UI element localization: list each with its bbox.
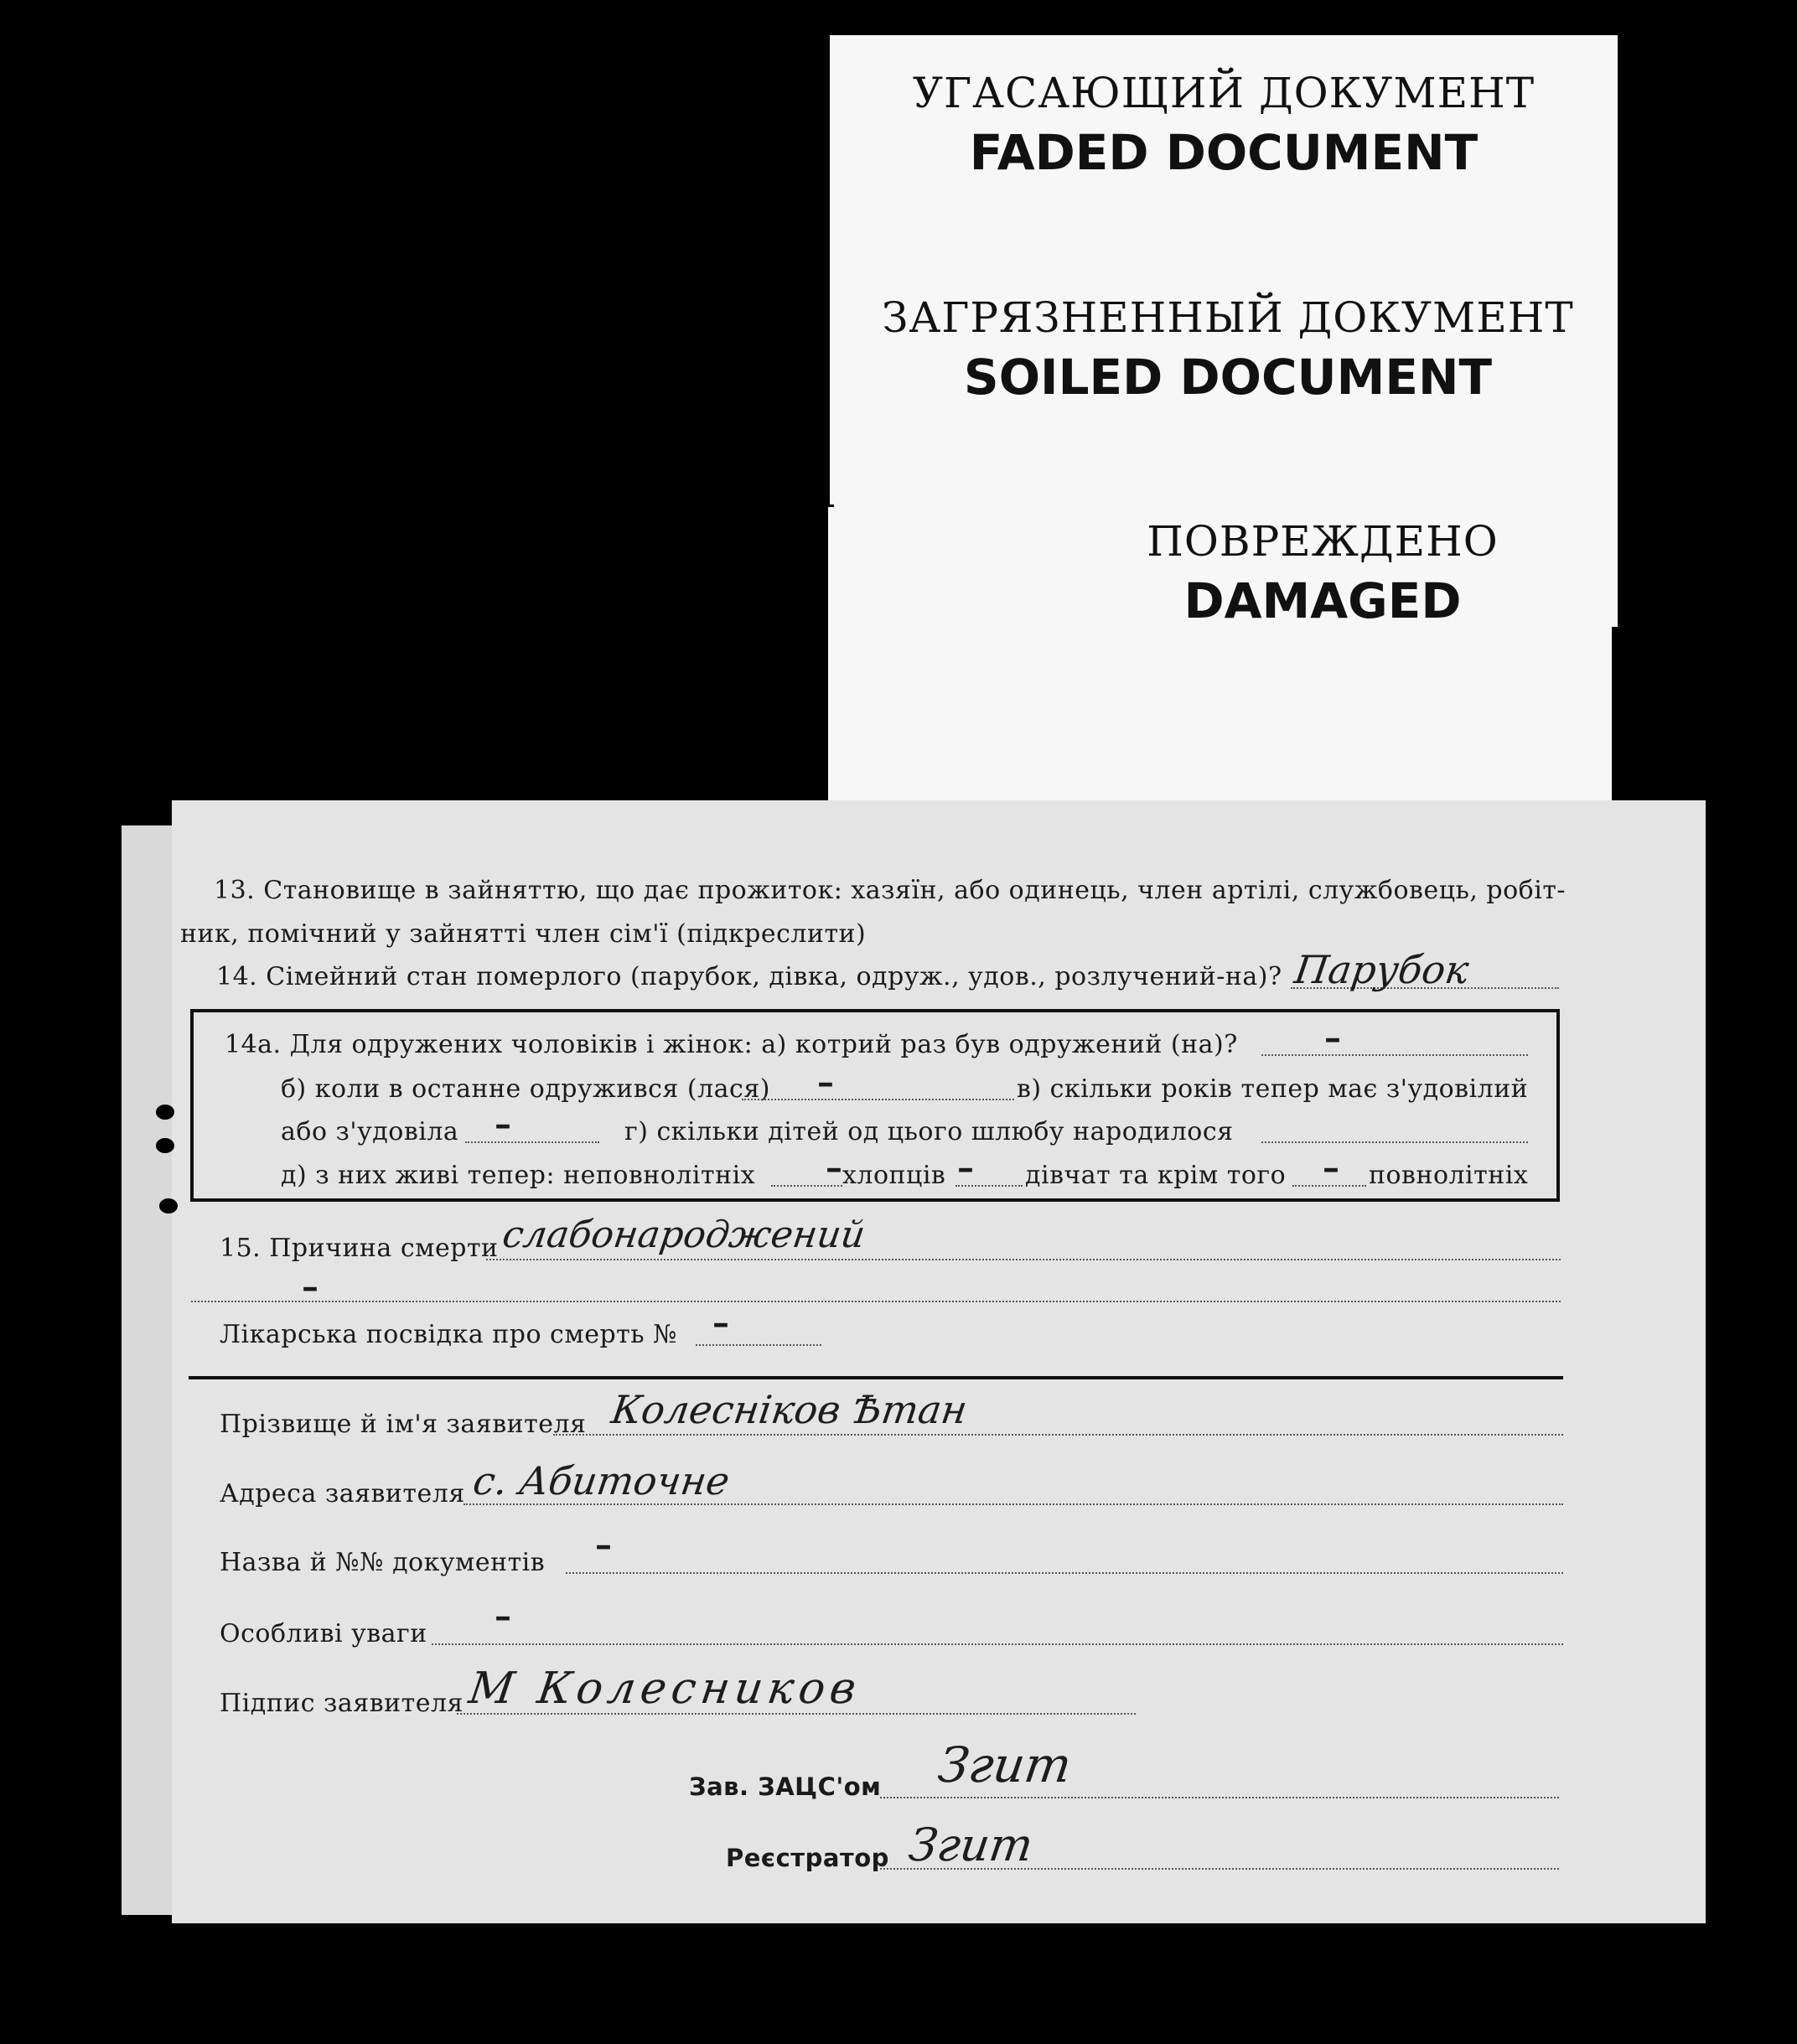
damaged-slip <box>828 507 1612 817</box>
applicant-address-value: с. Абиточне <box>470 1458 733 1503</box>
item-14a-fill-2 <box>742 1099 1014 1100</box>
remarks-fill-line <box>432 1643 1563 1645</box>
certificate-fill-line <box>696 1344 821 1346</box>
item-13-line-1: 13. Становище в зайняттю, що дає прожиток: хазяїн, або одинець, член артілі, службовець, робіт- <box>214 876 1567 905</box>
slip-ru-text: ПОВРЕЖДЕНО <box>1147 517 1499 566</box>
item-15-dash: – <box>302 1267 318 1307</box>
item-15-label: 15. Причина смерти <box>220 1234 499 1263</box>
documents-label: Назва й №№ документів <box>220 1548 546 1577</box>
documents-value: – <box>595 1525 612 1565</box>
certificate-label: Лікарська посвідка про смерть № <box>220 1320 678 1349</box>
item-15-fill-line-2 <box>191 1301 1561 1302</box>
signature-label: Підпис заявителя <box>220 1689 463 1718</box>
cause-of-death-value: слабонароджений <box>500 1213 868 1256</box>
slip-ru-text: УГАСАЮЩИЙ ДОКУМЕНТ <box>912 69 1535 117</box>
head-signature: Згит <box>935 1736 1075 1793</box>
item-13-line-2: ник, помічний у зайнятті член сім'ї (підкреслити) <box>180 919 867 949</box>
item-14a-dash-6: – <box>1323 1148 1339 1188</box>
item-14a-dash-5: – <box>957 1148 974 1188</box>
applicant-signature: М Колесников <box>465 1664 864 1714</box>
marital-status-value: Парубок <box>1292 947 1472 992</box>
section-divider <box>189 1376 1563 1379</box>
item-14a-line-4c: дівчат та крім того <box>1025 1161 1287 1190</box>
item-14a-line-4d: повнолітніх <box>1369 1161 1529 1190</box>
item-14a-line-3a: або з'удовіла <box>281 1117 459 1146</box>
head-fill-line <box>880 1797 1559 1798</box>
item-14a-dash-1: – <box>1324 1018 1341 1058</box>
item-14a-line-2a: б) коли в останне одружився (лася) <box>281 1074 770 1104</box>
item-14a-line-1: 14а. Для одружених чоловіків і жінок: а) котрий раз був одружений (на)? <box>225 1030 1238 1059</box>
remarks-value: – <box>495 1596 511 1636</box>
slip-ru-text: ЗАГРЯЗНЕННЫЙ ДОКУМЕНТ <box>882 293 1574 342</box>
item-14a-fill-3 <box>465 1141 599 1143</box>
item-14a-line-2b: в) скільки років тепер має з'удовілий <box>1017 1074 1529 1104</box>
applicant-name-fill-line <box>553 1434 1563 1436</box>
applicant-name-value: Колесніков Ѣтан <box>608 1387 971 1432</box>
punch-hole <box>159 1198 178 1213</box>
registrar-signature: Згит <box>905 1819 1037 1871</box>
slip-en-text: FADED DOCUMENT <box>969 124 1479 181</box>
applicant-address-label: Адреса заявителя <box>220 1479 465 1508</box>
applicant-address-fill-line <box>463 1503 1563 1505</box>
registrar-label: Реєстратор <box>726 1844 889 1872</box>
punch-hole <box>156 1105 174 1120</box>
remarks-label: Особливі уваги <box>220 1619 427 1648</box>
item-14a-fill-4 <box>1261 1141 1528 1143</box>
item-14a-line-4a: д) з них живі тепер: неповнолітніх <box>281 1161 756 1190</box>
punch-hole <box>1710 1074 1728 1089</box>
item-14-label: 14. Сімейний стан померлого (парубок, дівка, одруж., удов., розлучений-на)? <box>216 962 1282 991</box>
applicant-name-label: Прізвище й ім'я заявителя <box>220 1410 587 1439</box>
certificate-value: – <box>712 1303 729 1343</box>
item-14a-dash-3: – <box>495 1105 511 1144</box>
punch-hole <box>1712 1106 1730 1121</box>
item-14a-line-3b: г) скільки дітей од цього шлюбу народилося <box>624 1117 1234 1146</box>
punch-hole <box>156 1138 174 1153</box>
head-label: Зав. ЗАЦС'ом <box>689 1772 882 1801</box>
documents-fill-line <box>566 1572 1563 1574</box>
slip-en-text: SOILED DOCUMENT <box>963 349 1493 406</box>
item-14a-dash-4: – <box>826 1148 842 1188</box>
item-15-fill-line <box>486 1259 1561 1260</box>
item-14a-line-4b: хлопців <box>842 1161 946 1190</box>
item-14a-dash-2: – <box>817 1063 834 1102</box>
slip-en-text: DAMAGED <box>1183 572 1462 629</box>
item-14a-fill-1 <box>1261 1054 1528 1056</box>
